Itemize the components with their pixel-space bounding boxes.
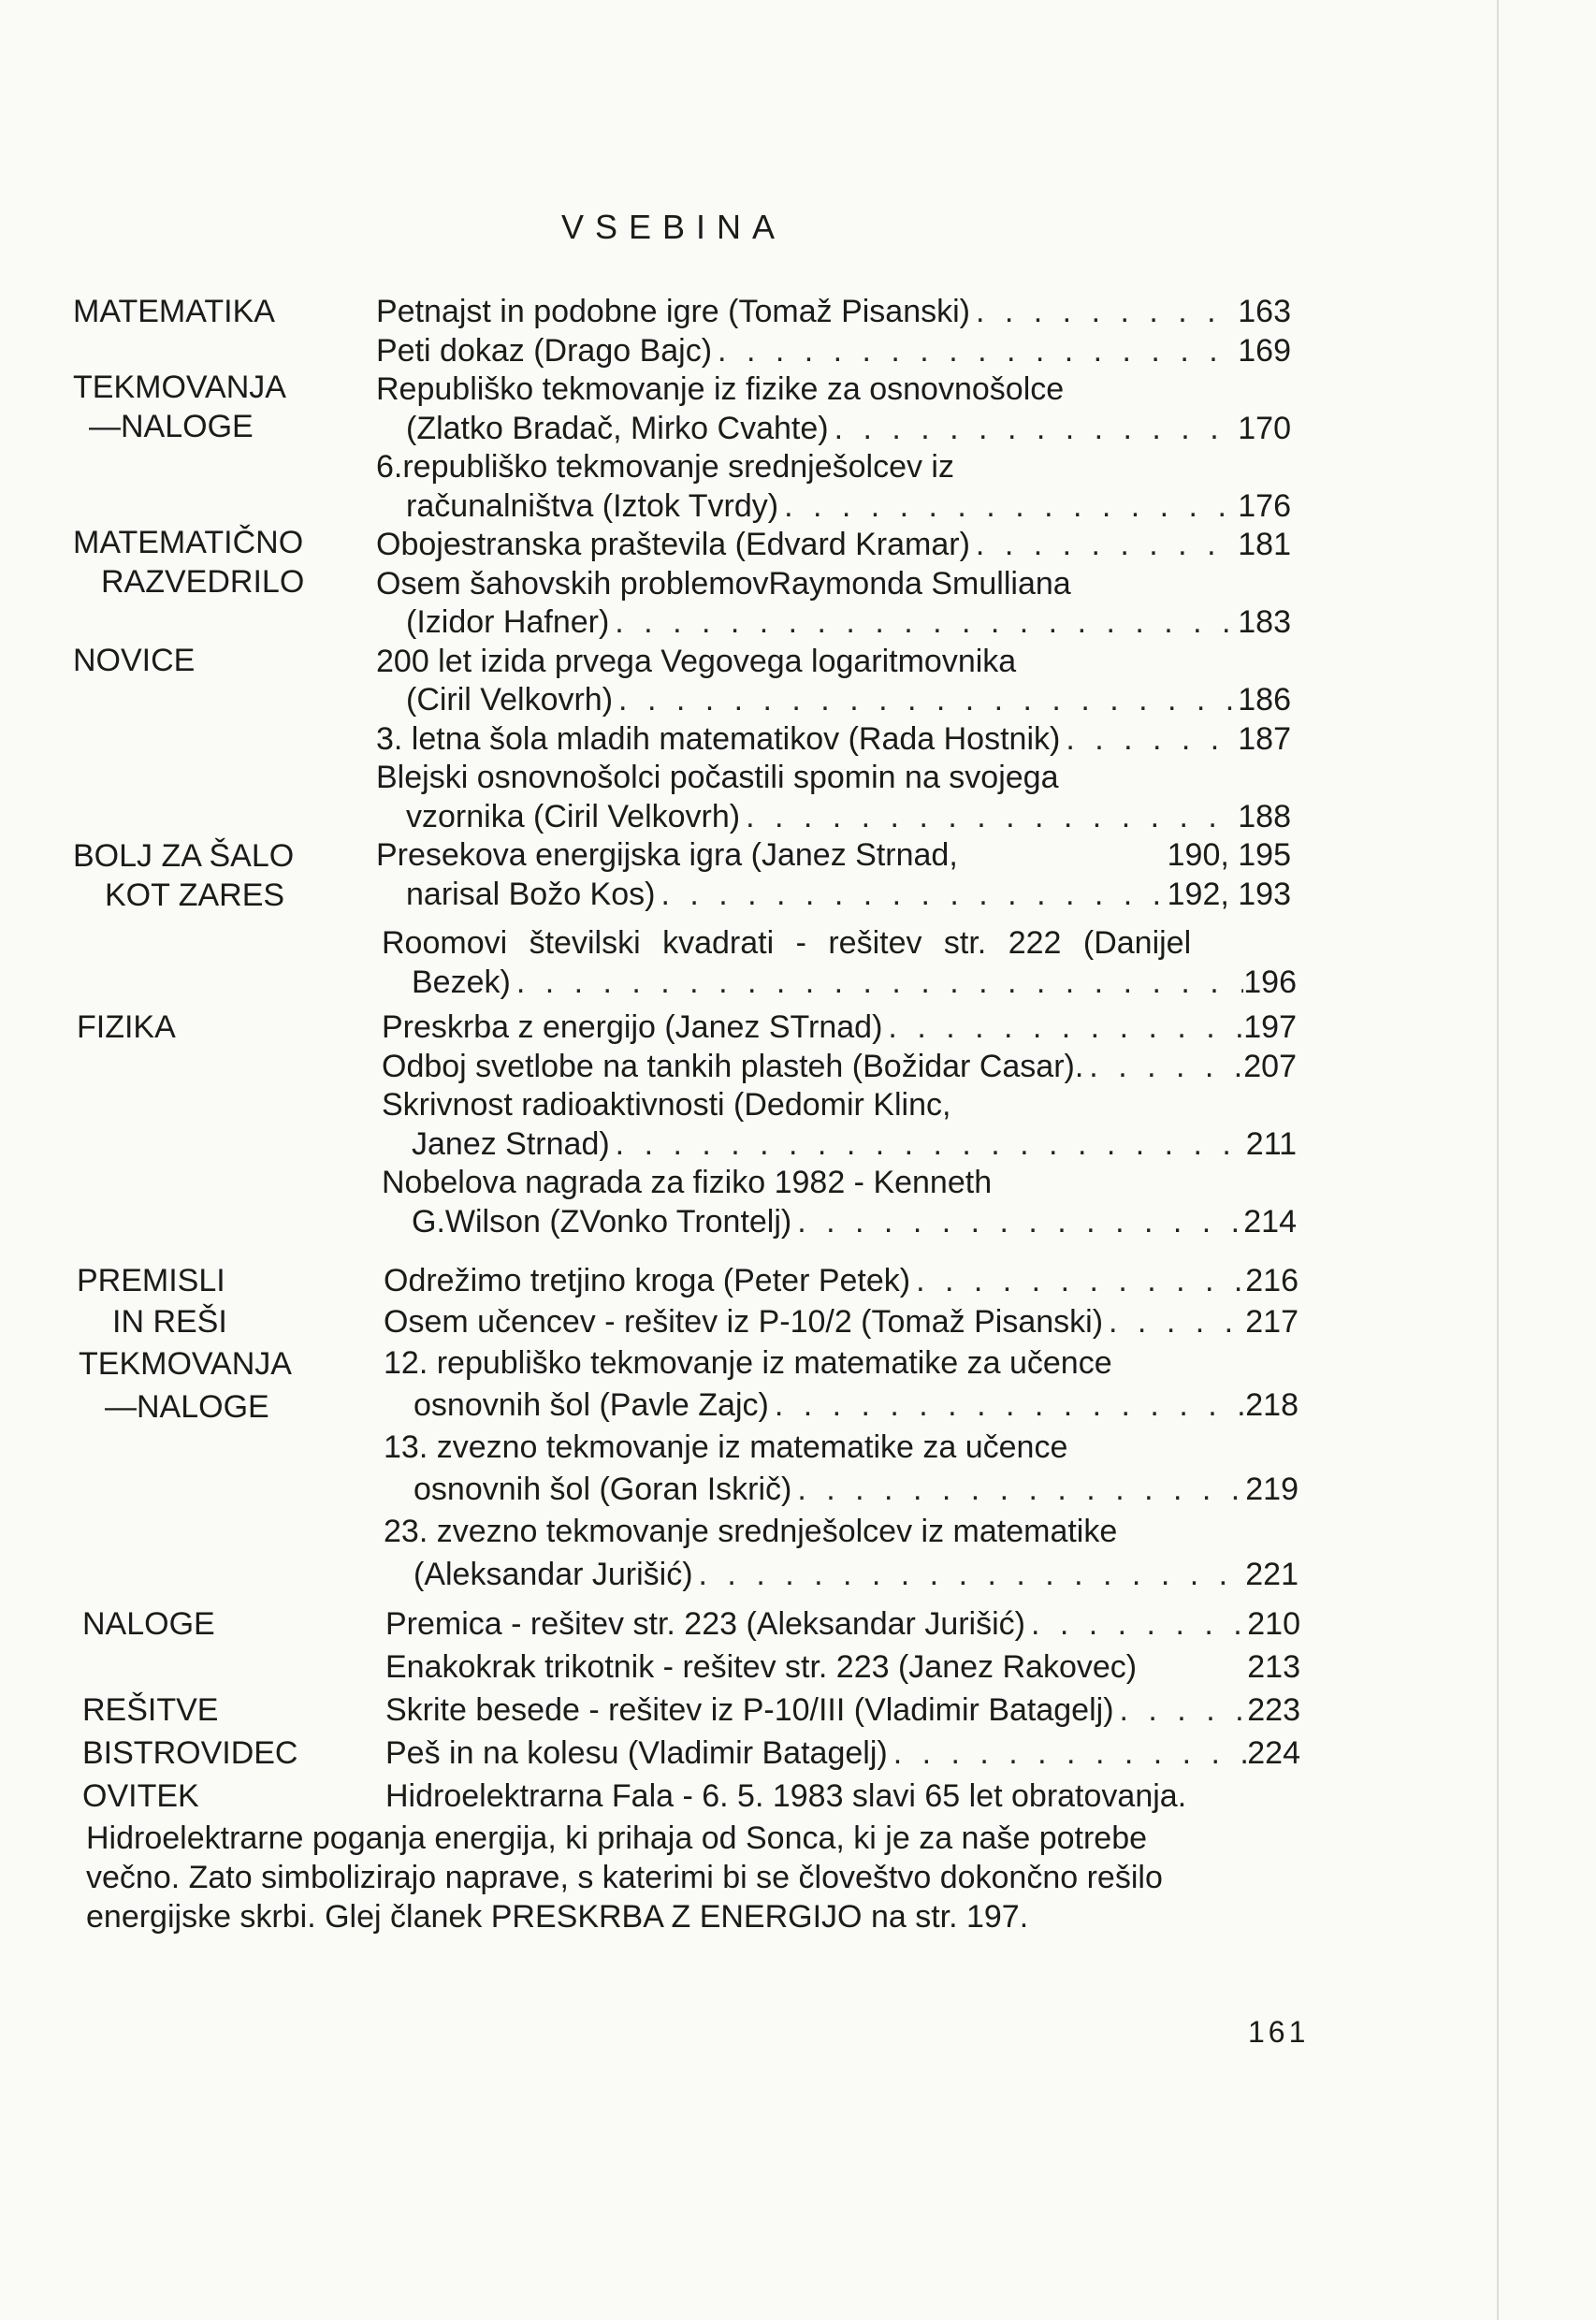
section-fizika: FIZIKA [77, 1009, 176, 1045]
toc-entry: računalništva (Iztok Tvrdy) . . . 176 [376, 487, 1291, 527]
page-title: VSEBINA [561, 208, 787, 246]
page-edge [1497, 0, 1499, 2320]
toc-entry: Osem učencev - rešitev iz P-10/2 (Tomaž Pisanski) . . . 217 [384, 1303, 1299, 1344]
toc-entry: osnovnih šol (Pavle Zajc) . . . 218 [384, 1386, 1299, 1428]
section-tekmovanja: TEKMOVANJA [73, 370, 286, 405]
toc-entry: Premica - rešitev str. 223 (Aleksandar Jurišić) . . . 210 [385, 1605, 1300, 1648]
toc-entry: Nobelova nagrada za fiziko 1982 - Kenneth [382, 1165, 993, 1200]
toc-entry: narisal Božo Kos) . . . 192, 193 [376, 876, 1291, 915]
toc-entry: Skrite besede - rešitev iz P-10/III (Vladimir Batagelj) . . . 223 [385, 1691, 1300, 1734]
toc-entry: Roomovi številski kvadrati - rešitev str. 222 (Danijel [382, 925, 1192, 961]
section-in-resi: IN REŠI [112, 1304, 227, 1340]
section-matematika: MATEMATIKA [73, 294, 275, 329]
toc-entry: osnovnih šol (Goran Iskrič) . . . 219 [384, 1471, 1299, 1513]
toc-entry: Blejski osnovnošolci počastili spomin na svojega [376, 760, 1059, 795]
section-bolj-za-salo: BOLJ ZA ŠALO [73, 838, 295, 874]
toc-block-5 [385, 1605, 1300, 1820]
toc-entry: Preskrba z energijo (Janez STrnad) . . . 197 [382, 1008, 1297, 1048]
toc-block-2 [382, 924, 1297, 1002]
toc-block-3 [382, 1008, 1297, 1241]
section-naloge: —NALOGE [89, 409, 254, 444]
toc-entry: 3. letna šola mladih matematikov (Rada Hostnik) . . . 187 [376, 720, 1291, 760]
toc-entry: G.Wilson (ZVonko Trontelj) . . . 214 [382, 1203, 1297, 1242]
section-naloge-2: —NALOGE [105, 1389, 269, 1425]
cover-line: Hidroelektrarne poganja energija, ki prihaja od Sonca, ki je za naše potrebe [86, 1820, 1148, 1856]
toc-entry: Peti dokaz (Drago Bajc) . . . 169 [376, 332, 1291, 371]
toc-entry: 23. zvezno tekmovanje srednješolcev iz matematike [384, 1514, 1118, 1549]
toc-entry: Peš in na kolesu (Vladimir Batagelj) . . . 224 [385, 1734, 1300, 1777]
toc-entry: (Ciril Velkovrh) . . . 186 [376, 681, 1291, 720]
toc-block-1 [376, 293, 1291, 914]
toc-entry: Obojestranska praštevila (Edvard Kramar) . . . 181 [376, 526, 1291, 565]
toc-entry: (Zlatko Bradač, Mirko Cvahte) . . . 170 [376, 410, 1291, 449]
toc-entry: Janez Strnad) . . . 211 [382, 1125, 1297, 1165]
section-razvedrilo: RAZVEDRILO [101, 564, 305, 600]
section-novice: NOVICE [73, 643, 196, 678]
cover-line: energijske skrbi. Glej članek PRESKRBA Z ENERGIJO na str. 197. [86, 1899, 1029, 1935]
toc-entry: Bezek) . . . 196 [382, 964, 1297, 1003]
section-ovitek: OVITEK [82, 1778, 199, 1814]
cover-description [86, 1819, 1302, 1936]
section-matematicno: MATEMATIČNO [73, 525, 304, 560]
section-premisli: PREMISLI [77, 1263, 225, 1298]
toc-entry: vzornika (Ciril Velkovrh) . . . 188 [376, 798, 1291, 837]
cover-line: večno. Zato simbolizirajo naprave, s katerimi bi se človeštvo dokončno rešilo [86, 1860, 1163, 1895]
section-resitve: REŠITVE [82, 1692, 219, 1728]
toc-entry: Odrežimo tretjino kroga (Peter Petek) . . . 216 [384, 1262, 1299, 1303]
toc-entry: Enakokrak trikotnik - rešitev str. 223 (Janez Rakovec) 213 [385, 1649, 1300, 1685]
toc-entry: Skrivnost radioaktivnosti (Dedomir Klinc, [382, 1087, 951, 1123]
toc-entry: (Izidor Hafner) . . . 183 [376, 603, 1291, 643]
toc-entry: Hidroelektrarna Fala - 6. 5. 1983 slavi 65 let obratovanja. [385, 1778, 1187, 1814]
toc-entry: Odboj svetlobe na tankih plasteh (Božidar Casar). . . . 207 [382, 1048, 1297, 1087]
toc-entry: Presekova energijska igra (Janez Strnad, 190, 195 [376, 837, 1291, 873]
section-kot-zares: KOT ZARES [105, 877, 285, 913]
toc-entry: 13. zvezno tekmovanje iz matematike za učence [384, 1429, 1068, 1465]
section-naloge-3: NALOGE [82, 1606, 215, 1642]
toc-entry: Osem šahovskih problemovRaymonda Smulliana [376, 565, 1071, 602]
section-tekmovanja-2: TEKMOVANJA [79, 1346, 292, 1382]
toc-entry: 6.republiško tekmovanje srednješolcev iz [376, 449, 954, 485]
toc-entry: Petnajst in podobne igre (Tomaž Pisanski) . . . 163 [376, 293, 1291, 332]
page-number: 161 [1248, 2015, 1310, 2049]
section-bistrovidec: BISTROVIDEC [82, 1735, 298, 1771]
toc-entry: 12. republiško tekmovanje iz matematike za učence [384, 1345, 1112, 1381]
toc-entry: Republiško tekmovanje iz fizike za osnovnošolce [376, 371, 1065, 407]
toc-block-4 [384, 1262, 1299, 1599]
toc-entry: 200 let izida prvega Vegovega logaritmovnika [376, 643, 1017, 679]
toc-entry: (Aleksandar Jurišić) . . . 221 [384, 1556, 1299, 1599]
